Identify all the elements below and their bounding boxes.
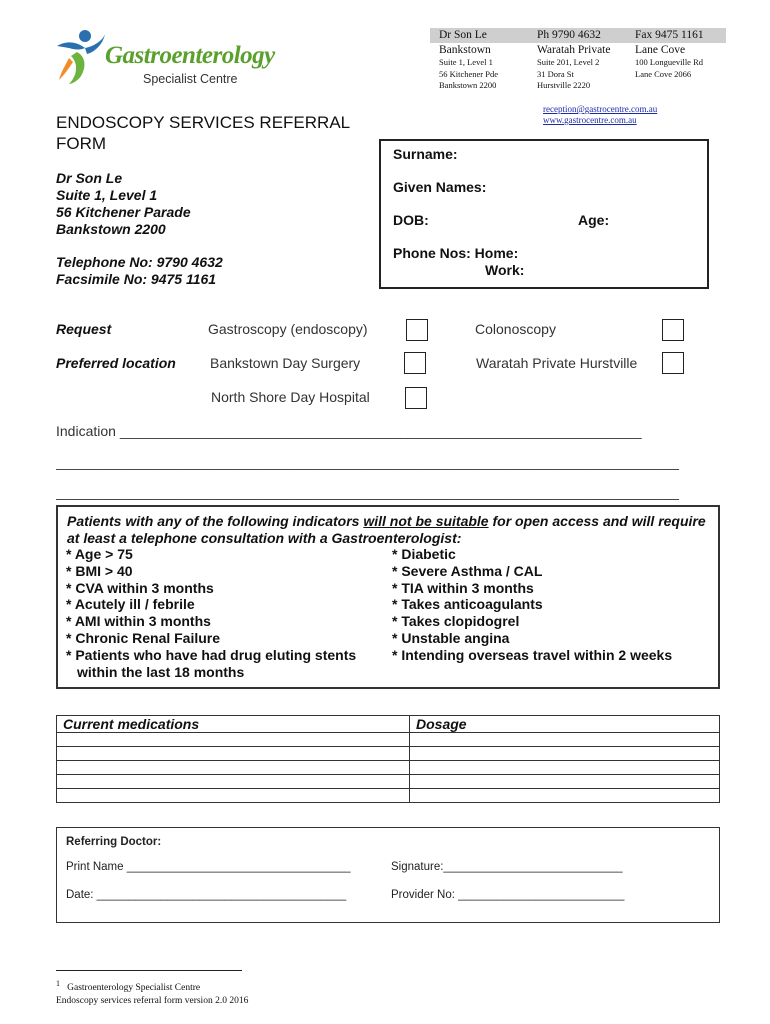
warning-intro-text: Patients with any of the following indicators — [67, 513, 364, 529]
phone-home-field[interactable]: Phone Nos: Home: — [393, 245, 519, 261]
doctor-address-line: Suite 1, Level 1 — [56, 187, 158, 203]
email-link[interactable]: reception@gastrocentre.com.au — [543, 104, 658, 114]
table-row[interactable] — [57, 789, 720, 803]
colonoscopy-option-label: Colonoscopy — [475, 321, 556, 337]
contact-header-fax: Fax 9475 1161 — [635, 29, 704, 41]
warning-item: * BMI > 40 — [66, 562, 133, 579]
doctor-address-line: 56 Kitchener Parade — [56, 204, 191, 220]
dosage-cell[interactable] — [410, 761, 720, 775]
warning-item: * Unstable angina — [392, 629, 510, 646]
location-name: Lane Cove — [635, 44, 686, 56]
referring-doctor-box — [56, 827, 720, 923]
phone-work-field[interactable]: Work: — [485, 262, 525, 278]
dob-field[interactable]: DOB: — [393, 212, 429, 228]
warning-item: * Patients who have had drug eluting stents — [66, 646, 357, 663]
warning-list-right — [392, 546, 672, 664]
doctor-address — [56, 170, 191, 238]
surname-field[interactable]: Surname: — [393, 146, 458, 162]
warning-item: * Age > 75 — [66, 546, 133, 562]
gastroscopy-option-label: Gastroscopy (endoscopy) — [208, 321, 368, 337]
print-name-field[interactable]: Print Name ___________________________________ — [66, 861, 351, 873]
warning-item: within the last 18 months — [77, 663, 245, 680]
contact-links — [543, 104, 657, 126]
bankstown-checkbox[interactable] — [404, 352, 426, 374]
referring-doctor-title: Referring Doctor: — [66, 836, 162, 848]
footnote-divider — [56, 970, 242, 971]
warning-item: * Acutely ill / febrile — [66, 596, 195, 613]
table-header-row — [57, 716, 720, 733]
bankstown-option-label: Bankstown Day Surgery — [210, 355, 361, 371]
medications-table — [56, 715, 720, 803]
dosage-cell[interactable] — [410, 789, 720, 803]
warning-item: * TIA within 3 months — [392, 579, 534, 596]
table-row[interactable] — [57, 775, 720, 789]
warning-intro-text: for open access and will require at least a telephone consultation with a Gastroenterologist: — [67, 513, 706, 546]
website-link[interactable]: www.gastrocentre.com.au — [543, 115, 637, 125]
contact-waratah — [528, 43, 626, 92]
medications-header: Current medications — [57, 716, 410, 733]
given-names-field[interactable]: Given Names: — [393, 179, 487, 195]
provider-number-field[interactable]: Provider No: __________________________ — [391, 889, 625, 901]
form-title — [56, 112, 350, 154]
warning-item: * Diabetic — [392, 546, 456, 562]
dosage-cell[interactable] — [410, 747, 720, 761]
age-field[interactable]: Age: — [578, 212, 610, 228]
doctor-telephone: Telephone No: 9790 4632 — [56, 254, 223, 270]
doctor-facsimile: Facsimile No: 9475 1161 — [56, 271, 217, 287]
gastroscopy-checkbox[interactable] — [406, 319, 428, 341]
dosage-cell[interactable] — [410, 775, 720, 789]
table-row[interactable] — [57, 733, 720, 747]
address-line: 56 Kitchener Pde — [439, 68, 499, 79]
date-field[interactable]: Date: _______________________________________ — [66, 889, 347, 901]
address-line: Bankstown 2200 — [439, 80, 497, 90]
dosage-header: Dosage — [410, 716, 720, 733]
waratah-option-label: Waratah Private Hurstville — [476, 355, 638, 371]
address-line: 100 Longueville Rd — [635, 57, 703, 67]
indication-line[interactable]: ________________________________________________________________________________ — [56, 454, 679, 470]
contact-table — [430, 28, 726, 92]
warning-list-left — [66, 546, 356, 680]
warning-item: * Takes anticoagulants — [392, 596, 543, 613]
contact-body — [430, 43, 726, 92]
doctor-address-line: Bankstown 2200 — [56, 221, 166, 237]
location-name: Waratah Private — [537, 44, 611, 56]
request-label: Request — [56, 321, 112, 337]
address-line: Lane Cove 2066 — [635, 68, 692, 79]
location-name: Bankstown — [439, 44, 491, 56]
medication-cell[interactable] — [57, 747, 410, 761]
colonoscopy-checkbox[interactable] — [662, 319, 684, 341]
indication-line[interactable]: ________________________________________________________________________________ — [56, 484, 679, 500]
medication-cell[interactable] — [57, 789, 410, 803]
waratah-checkbox[interactable] — [662, 352, 684, 374]
warning-item: * Chronic Renal Failure — [66, 629, 221, 646]
table-row[interactable] — [57, 747, 720, 761]
footnote — [56, 977, 248, 1008]
warning-item: * CVA within 3 months — [66, 579, 214, 596]
warning-item: * Intending overseas travel within 2 weeks — [392, 646, 673, 663]
table-row[interactable] — [57, 761, 720, 775]
preferred-location-label: Preferred location — [56, 355, 176, 371]
indication-field[interactable]: Indication ___________________________________________________________________ — [56, 423, 642, 439]
medication-cell[interactable] — [57, 733, 410, 747]
logo — [55, 28, 285, 88]
medication-cell[interactable] — [57, 775, 410, 789]
doctor-phone-block — [56, 254, 223, 288]
logo-title: Gastroenterology — [105, 42, 275, 69]
medication-cell[interactable] — [57, 761, 410, 775]
running-figure-icon — [55, 28, 107, 86]
warning-intro — [67, 513, 707, 547]
contact-bankstown — [430, 43, 528, 92]
contact-header-phone: Ph 9790 4632 — [537, 29, 601, 41]
north-shore-option-label: North Shore Day Hospital — [211, 389, 370, 405]
footnote-line: Gastroenterology Specialist Centre — [67, 983, 201, 994]
address-line: Hurstville 2220 — [537, 80, 591, 90]
address-line: 31 Dora St — [537, 68, 574, 79]
contact-header-doctor: Dr Son Le — [439, 29, 487, 41]
patient-details-box[interactable] — [379, 139, 709, 289]
warning-emphasis: will not be suitable — [363, 513, 489, 529]
logo-subtitle: Specialist Centre — [143, 72, 238, 86]
doctor-name: Dr Son Le — [56, 170, 123, 186]
footnote-number: 1 — [56, 979, 60, 988]
dosage-cell[interactable] — [410, 733, 720, 747]
open-access-warning-box — [56, 505, 720, 689]
contact-header-row — [430, 28, 726, 43]
warning-item: * AMI within 3 months — [66, 613, 211, 630]
signature-field[interactable]: Signature:____________________________ — [391, 861, 623, 873]
address-line: Suite 1, Level 1 — [439, 57, 493, 67]
contact-lane-cove — [626, 43, 726, 92]
form-title-line: ENDOSCOPY SERVICES REFERRAL — [56, 113, 351, 132]
warning-item: * Takes clopidogrel — [392, 613, 520, 630]
warning-item: * Severe Asthma / CAL — [392, 562, 543, 579]
north-shore-checkbox[interactable] — [405, 387, 427, 409]
form-title-line: FORM — [56, 134, 107, 153]
footnote-line: Endoscopy services referral form version 2.0 2016 — [56, 996, 249, 1007]
address-line: Suite 201, Level 2 — [537, 57, 600, 67]
